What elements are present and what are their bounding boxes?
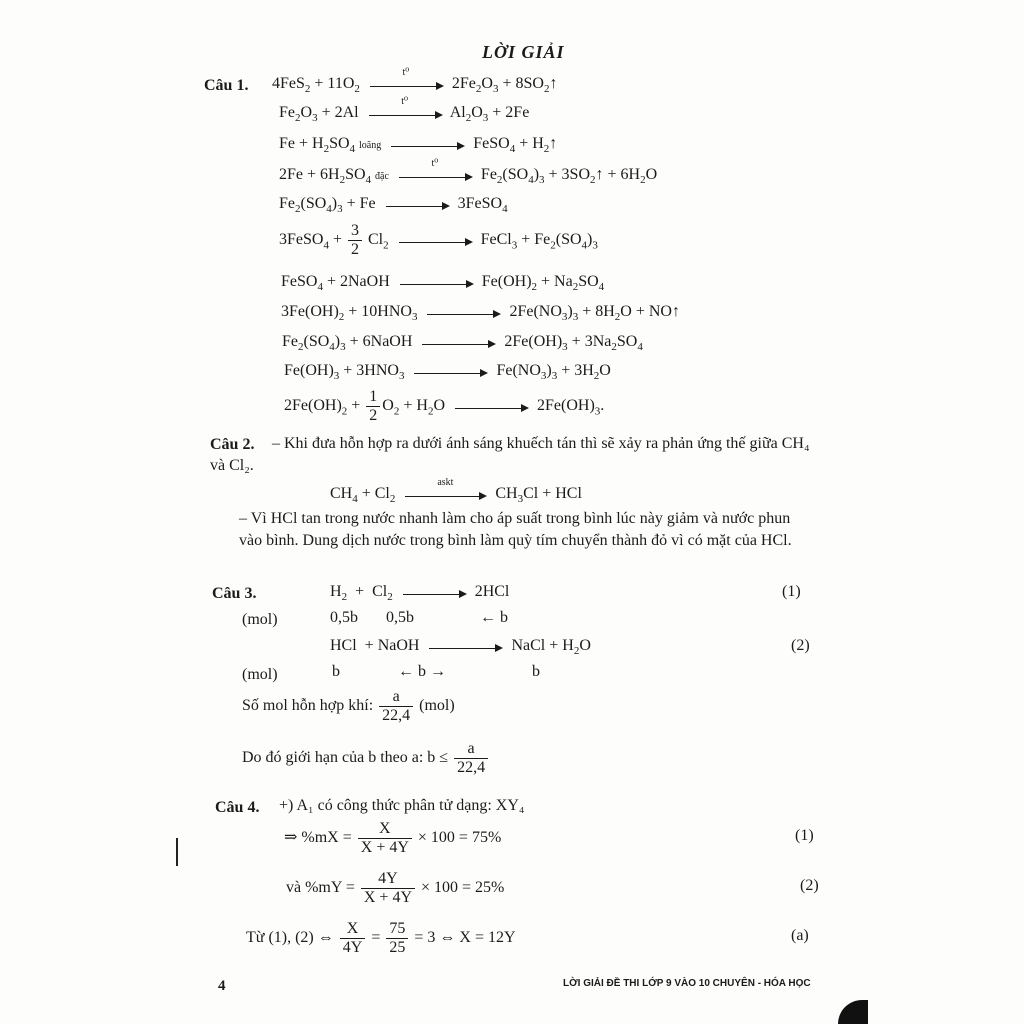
q1-eq-5: $Fe_2(SO_4)_3 + Fe$ 3FeSO$_4$ (279, 195, 508, 216)
q1-eq-10: $Fe(OH)_3 + 3HNO_3$ $Fe(NO_3)_3 + 3H_2O$ (284, 362, 611, 383)
q1-eq-4: $2Fe + 6H_2SO_4$ đặc t⁰ $Fe_2(SO_4)_3$ + $3SO_2↑ + 6H_2O$ (279, 157, 658, 187)
q4-eq-2: và %mY = $\frac{4Y}{X + 4Y}$ × 100 = 25% (286, 870, 505, 906)
q1-eq-1: $4FeS_2 + 11O_2$ t⁰ $2Fe_2O_3$ + $8SO_2↑$ (272, 66, 558, 96)
scan-mark (176, 838, 178, 866)
q4-intro: +) A₁ có công thức phân tử dạng: XY₄ (279, 797, 525, 814)
q4-eq-1: ⇒ %mX = $\frac{X}{X + 4Y}$ × 100 = 75% (284, 820, 502, 856)
running-footer: LỜI GIẢI ĐỀ THI LỚP 9 VÀO 10 CHUYÊN - HÓA HỌC (563, 978, 811, 989)
q3-row2-c: b (532, 663, 540, 680)
q3-eq-2: HCl + NaOH NaCl + $H_2O$ (330, 637, 591, 658)
q3-row1-a: 0,5b (330, 609, 358, 626)
q3-somol: Số mol hỗn hợp khí: $\frac{a}{22,4}$ (mol) (242, 688, 455, 724)
q3-row2-b: ← b → (398, 663, 446, 680)
q1-eq-6: 3FeSO$_4$ + $\frac{3}{2}$ $Cl_2$ FeCl$_3$ + $Fe_2(SO_4)_3$ (279, 222, 598, 258)
scan-corner-mark (838, 1000, 868, 1024)
q3-gioihan: Do đó giới hạn của b theo a: b ≤ $\frac{a}{22,4}$ (242, 740, 490, 777)
q4-eq-2-number: (2) (800, 877, 819, 894)
q3-mol-label-1: (mol) (242, 611, 278, 628)
q1-eq-9: $Fe_2(SO_4)_3$ + 6NaOH $2Fe(OH)_3 + 3Na_2SO_4$ (282, 333, 643, 354)
question-3-label: Câu 3. (212, 585, 257, 602)
q2-paragraph-1: – Khi đưa hỗn hợp ra dưới ánh sáng khuếch tán thì sẽ xảy ra phản ứng thế giữa CH₄ và Cl₂. (210, 435, 810, 474)
q3-row1-b: 0,5b (386, 609, 414, 626)
q4-eq-1-number: (1) (795, 827, 814, 844)
q3-eq-2-number: (2) (791, 637, 810, 654)
q3-eq-1-number: (1) (782, 583, 801, 600)
q3-row2-a: b (332, 663, 340, 680)
q1-eq-7: FeSO$_4$ + 2NaOH $Fe(OH)_2 + Na_2SO_4$ (281, 273, 605, 294)
question-1-label: Câu 1. (204, 77, 249, 94)
page-number: 4 (218, 978, 226, 994)
question-2-label: Câu 2. (210, 436, 255, 453)
q4-eq-3: Từ (1), (2) ⇔ $\frac{X}{4Y}$ = $\frac{75}{25}$ = 3 ⇔ X = 12Y (246, 920, 516, 956)
q1-eq-8: $3Fe(OH)_2 + 10HNO_3$ $2Fe(NO_3)_3 + 8H_2O$ + NO↑ (281, 303, 680, 324)
q4-eq-3-number: (a) (791, 927, 809, 944)
q3-mol-label-2: (mol) (242, 666, 278, 683)
q3-row1-c: ← b (480, 609, 508, 626)
question-4-label: Câu 4. (215, 799, 260, 816)
page-title: LỜI GIẢI (482, 42, 565, 62)
q3-eq-1: $H_2 + Cl_2$ 2HCl (330, 583, 510, 604)
q1-eq-3: $Fe + H_2SO_4$ loãng FeSO$_4$ + $H_2↑$ (279, 135, 558, 156)
q2-paragraph-2: – Vì HCl tan trong nước nhanh làm cho áp suất trong bình lúc này giảm và nước phun vào bình. Dung dịch nước trong bình làm quỳ tím chuyển thành đỏ vì có mặt của HCl. (239, 510, 792, 549)
q1-eq-11: $2Fe(OH)_2$ + $\frac{1}{2}$ $O_2 + H_2O$ $2Fe(OH)_3$. (284, 388, 605, 424)
q2-eq: $CH_4 + Cl_2$ askt $CH_3Cl$ + HCl (330, 476, 582, 506)
q1-eq-2: $Fe_2O_3 + 2Al$ t⁰ $Al_2O_3 + 2Fe$ (279, 95, 530, 125)
